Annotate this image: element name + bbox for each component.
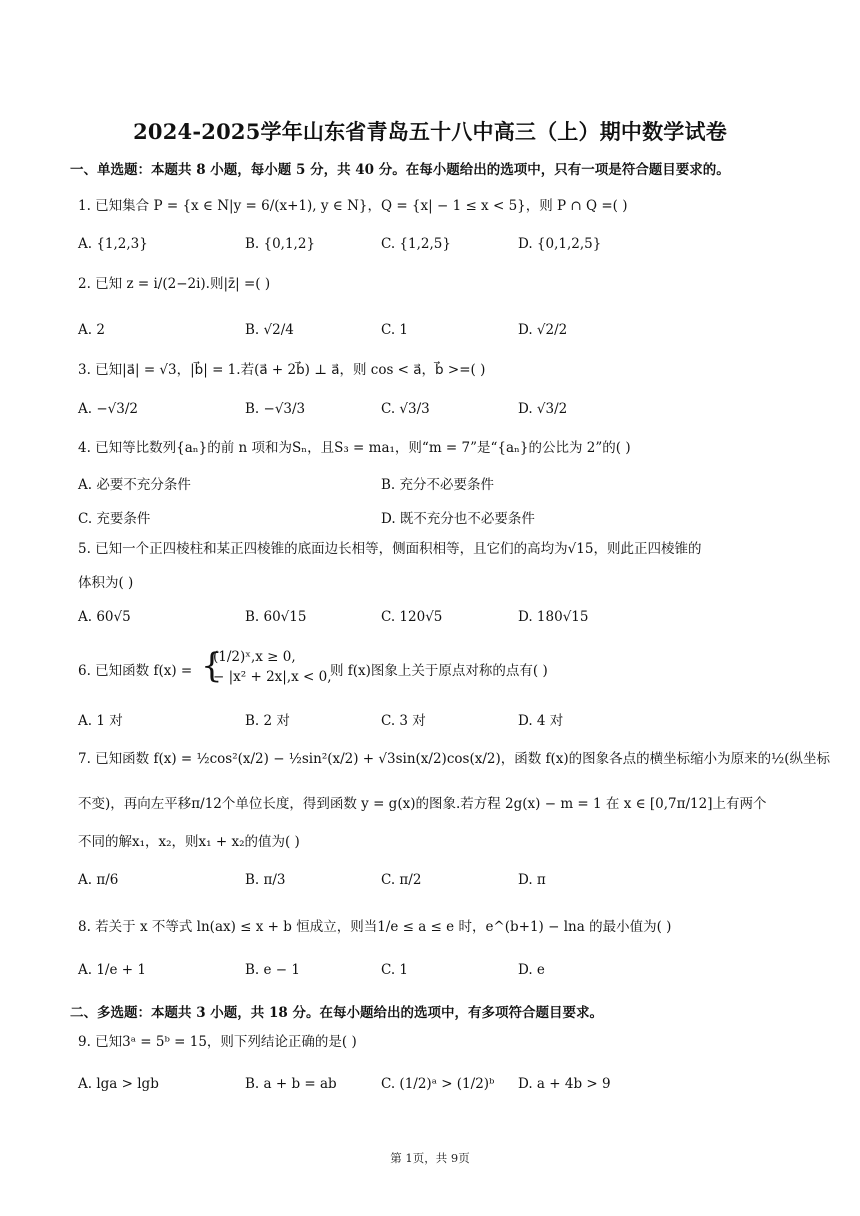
option-d[interactable]: D. e	[518, 962, 545, 978]
option-b[interactable]: B. √2/4	[245, 322, 294, 338]
option-a[interactable]: A. 2	[78, 322, 105, 338]
question-8-stem: 8. 若关于 x 不等式 ln(ax) ≤ x + b 恒成立，则当1/e ≤ a ≤ e 时，e^(b+1) − lna 的最小值为( )	[78, 919, 672, 935]
option-c[interactable]: C. {1,2,5}	[381, 236, 451, 252]
option-a[interactable]: A. 必要不充分条件	[78, 477, 191, 493]
option-c[interactable]: C. 120√5	[381, 609, 443, 625]
question-3-options	[78, 401, 790, 421]
option-a[interactable]: A. lga > lgb	[78, 1076, 159, 1092]
question-6-head: 6. 已知函数 f(x) =	[78, 663, 193, 679]
option-c[interactable]: C. 1	[381, 962, 409, 978]
question-7-stem-line1: 7. 已知函数 f(x) = ½cos²(x/2) − ½sin²(x/2) + √3sin(x/2)cos(x/2)，函数 f(x)的图象各点的横坐标缩小为原来的½(纵坐标	[78, 751, 831, 767]
question-8-options	[78, 962, 790, 982]
question-6-tail: 则 f(x)图象上关于原点对称的点有( )	[330, 663, 548, 679]
question-4-options-row1	[78, 473, 790, 493]
question-6-case-2: − |x² + 2x|,x < 0,	[213, 669, 332, 685]
option-a[interactable]: A. −√3/2	[78, 401, 138, 417]
option-b[interactable]: B. a + b = ab	[245, 1076, 337, 1092]
question-4-stem: 4. 已知等比数列{aₙ}的前 n 项和为Sₙ，且S₃ = ma₁，则“m = 7”是“{aₙ}的公比为 2”的( )	[78, 440, 631, 456]
option-c[interactable]: C. 充要条件	[78, 511, 151, 527]
question-3-stem: 3. 已知|a⃗| = √3，|b⃗| = 1.若(a⃗ + 2b⃗) ⊥ a⃗，则 cos < a⃗，b⃗ >=( )	[78, 362, 486, 378]
option-c[interactable]: C. π/2	[381, 872, 422, 888]
question-6-options	[78, 709, 790, 729]
option-b[interactable]: B. e − 1	[245, 962, 300, 978]
option-d[interactable]: D. 180√15	[518, 609, 589, 625]
option-b[interactable]: B. 2 对	[245, 713, 290, 729]
option-a[interactable]: A. 1/e + 1	[78, 962, 146, 978]
option-c[interactable]: C. 1	[381, 322, 409, 338]
question-2-options	[78, 322, 790, 342]
option-a[interactable]: A. 1 对	[78, 713, 123, 729]
question-2-stem: 2. 已知 z = i/(2−2i).则|z̄| =( )	[78, 276, 271, 292]
option-b[interactable]: B. {0,1,2}	[245, 236, 316, 252]
question-1-stem: 1. 已知集合 P = {x ∈ N|y = 6/(x+1), y ∈ N}，Q = {x| − 1 ≤ x < 5}，则 P ∩ Q =( )	[78, 198, 628, 214]
section-heading-single-choice: 一、单选题：本题共 8 小题，每小题 5 分，共 40 分。在每小题给出的选项中，只有一项是符合题目要求的。	[70, 162, 730, 178]
option-d[interactable]: D. √3/2	[518, 401, 568, 417]
question-9-stem: 9. 已知3ᵃ = 5ᵇ = 15，则下列结论正确的是( )	[78, 1034, 357, 1050]
question-5-stem-line2: 体积为( )	[78, 575, 134, 591]
option-d[interactable]: D. √2/2	[518, 322, 568, 338]
option-d[interactable]: D. a + 4b > 9	[518, 1076, 611, 1092]
section-heading-multi-choice: 二、多选题：本题共 3 小题，共 18 分。在每小题给出的选项中，有多项符合题目要求。	[70, 1005, 603, 1021]
question-4-options-row2	[78, 507, 790, 527]
page-footer: 第 1页，共 9页	[390, 1151, 470, 1165]
option-c[interactable]: C. 3 对	[381, 713, 426, 729]
option-d[interactable]: D. π	[518, 872, 546, 888]
option-d[interactable]: D. 既不充分也不必要条件	[381, 511, 535, 527]
option-b[interactable]: B. −√3/3	[245, 401, 306, 417]
question-1-options	[78, 236, 790, 256]
question-5-stem-line1: 5. 已知一个正四棱柱和某正四棱锥的底面边长相等，侧面积相等，且它们的高均为√15，则此正四棱锥的	[78, 541, 702, 557]
question-6-stem	[78, 648, 790, 688]
question-6-case-1: (1/2)ˣ,x ≥ 0,	[213, 649, 296, 665]
option-b[interactable]: B. π/3	[245, 872, 286, 888]
option-b[interactable]: B. 充分不必要条件	[381, 477, 495, 493]
option-b[interactable]: B. 60√15	[245, 609, 307, 625]
option-a[interactable]: A. π/6	[78, 872, 119, 888]
page-title: 2024-2025学年山东省青岛五十八中高三（上）期中数学试卷	[133, 119, 727, 144]
option-c[interactable]: C. (1/2)ᵃ > (1/2)ᵇ	[381, 1076, 495, 1092]
left-brace-icon: {	[201, 646, 223, 686]
option-a[interactable]: A. 60√5	[78, 609, 131, 625]
option-a[interactable]: A. {1,2,3}	[78, 236, 148, 252]
option-c[interactable]: C. √3/3	[381, 401, 430, 417]
question-7-stem-line3: 不同的解x₁，x₂，则x₁ + x₂的值为( )	[78, 834, 300, 850]
question-7-stem-line2: 不变)，再向左平移π/12个单位长度，得到函数 y = g(x)的图象.若方程 2g(x) − m = 1 在 x ∈ [0,7π/12]上有两个	[78, 796, 767, 812]
option-d[interactable]: D. {0,1,2,5}	[518, 236, 602, 252]
question-7-options	[78, 872, 790, 892]
option-d[interactable]: D. 4 对	[518, 713, 564, 729]
question-9-options	[78, 1076, 790, 1096]
question-5-options	[78, 609, 790, 629]
